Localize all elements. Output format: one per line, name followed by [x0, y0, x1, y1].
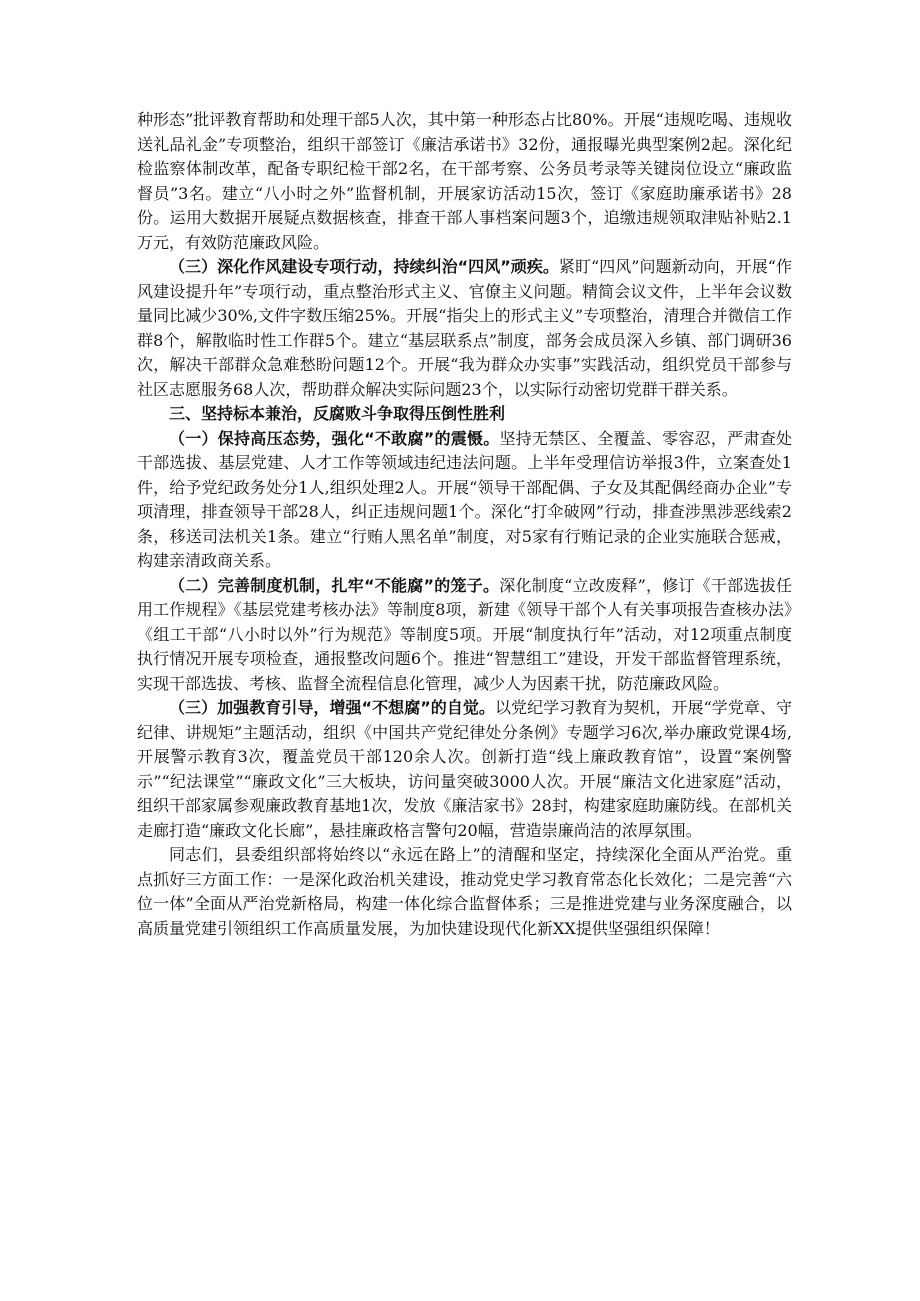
paragraph-work-style: [137, 255, 792, 402]
document-page: [137, 108, 792, 941]
paragraph-cannot: [137, 574, 792, 697]
paragraph-text: 种形态”批评教育帮助和处理干部5人次，其中第一种形态占比80%。开展“违规吃喝、违规收送礼品礼金”专项整治，组织干部签订《廉洁承诺书》32份，通报曝光典型案例2起。深化纪检监察体制改革，配备专职纪检干部2名，在干部考察、公务员考录等关键岗位设立“廉政监督员”3名。建立“八小时之外”监督机制，开展家访活动15次，签订《家庭助廉承诺书》28份。运用大数据开展疑点数据核查，排查干部人事档案问题3个，追缴违规领取津贴补贴2.1万元，有效防范廉政风险。: [137, 110, 792, 252]
paragraph-closing: [137, 843, 792, 941]
paragraph-lead: （三）深化作风建设专项行动，持续纠治“四风”顽疾。: [169, 257, 559, 276]
paragraph-text: 深化制度“立改废释”，修订《干部选拔任用工作规程》《基层党建考核办法》等制度8项，新建《领导干部个人有关事项报告查核办法》《组工干部“八小时以外”行为规范》等制度5项。开展“制度执行年”活动，对12项重点制度执行情况开展专项检查，通报整改问题6个。推进“智慧组工”建设，开发干部监督管理系统，实现干部选拔、考核、监督全流程信息化管理，减少人为因素干扰，防范廉政风险。: [137, 575, 792, 693]
paragraph-not-want: [137, 696, 792, 843]
paragraph-lead: （三）加强教育引导，增强“不想腐”的自觉。: [169, 698, 495, 717]
paragraph-text: 紧盯“四风”问题新动向，开展“作风建设提升年”专项行动，重点整治形式主义、官僚主义问题。精简会议文件，上半年会议数量同比减少30%,文件字数压缩25%。开展“指尖上的形式主义”专项整治，清理合并微信工作群8个，解散临时性工作群5个。建立“基层联系点”制度，部务会成员深入乡镇、部门调研36次，解决干部群众急难愁盼问题12个。开展“我为群众办实事”实践活动，组织党员干部参与社区志愿服务68人次，帮助群众解决实际问题23个，以实际行动密切党群干群关系。: [137, 257, 792, 399]
paragraph-dare-not: [137, 427, 792, 574]
paragraph-lead: （二）完善制度机制，扎牢“不能腐”的笼子。: [169, 575, 500, 595]
paragraph-supervision-continued: [137, 108, 792, 255]
paragraph-text: 以党纪学习教育为契机，开展“学党章、守纪律、讲规矩”主题活动，组织《中国共产党纪律处分条例》专题学习6次,举办廉政党课4场,开展警示教育3次，覆盖党员干部120余人次。创新打造“线上廉政教育馆”，设置“案例警示”“纪法课堂”“廉政文化”三大板块，访问量突破3000人次。开展“廉洁文化进家庭”活动，组织干部家属参观廉政教育基地1次，发放《廉洁家书》28封，构建家庭助廉防线。在部机关走廊打造“廉政文化长廊”，悬挂廉政格言警句20幅，营造崇廉尚洁的浓厚氛围。: [137, 698, 792, 840]
paragraph-lead: （一）保持高压态势，强化“不敢腐”的震慑。: [169, 428, 500, 448]
paragraph-text: 坚持无禁区、全覆盖、零容忍，严肃查处干部选拔、基层党建、人才工作等领域违纪违法问题。上半年受理信访举报3件，立案查处1件，给予党纪政务处分1人,组织处理2人。开展“领导干部配偶、子女及其配偶经商办企业”专项清理，排查领导干部28人，纠正违规问题1个。深化“打伞破网”行动，排查涉黑涉恶线索2条，移送司法机关1条。建立“行贿人黑名单”制度，对5家有行贿记录的企业实施联合惩戒，构建亲清政商关系。: [137, 428, 792, 570]
paragraph-text: 同志们，县委组织部将始终以“永远在路上”的清醒和坚定，持续深化全面从严治党。重点抓好三方面工作：一是深化政治机关建设，推动党史学习教育常态化长效化；二是完善“六位一体”全面从严治党新格局，构建一体化综合监督体系；三是推进党建与业务深度融合，以高质量党建引领组织工作高质量发展，为加快建设现代化新XX提供坚强组织保障！: [137, 845, 792, 938]
section-heading: 三、坚持标本兼治，反腐败斗争取得压倒性胜利: [169, 404, 506, 423]
